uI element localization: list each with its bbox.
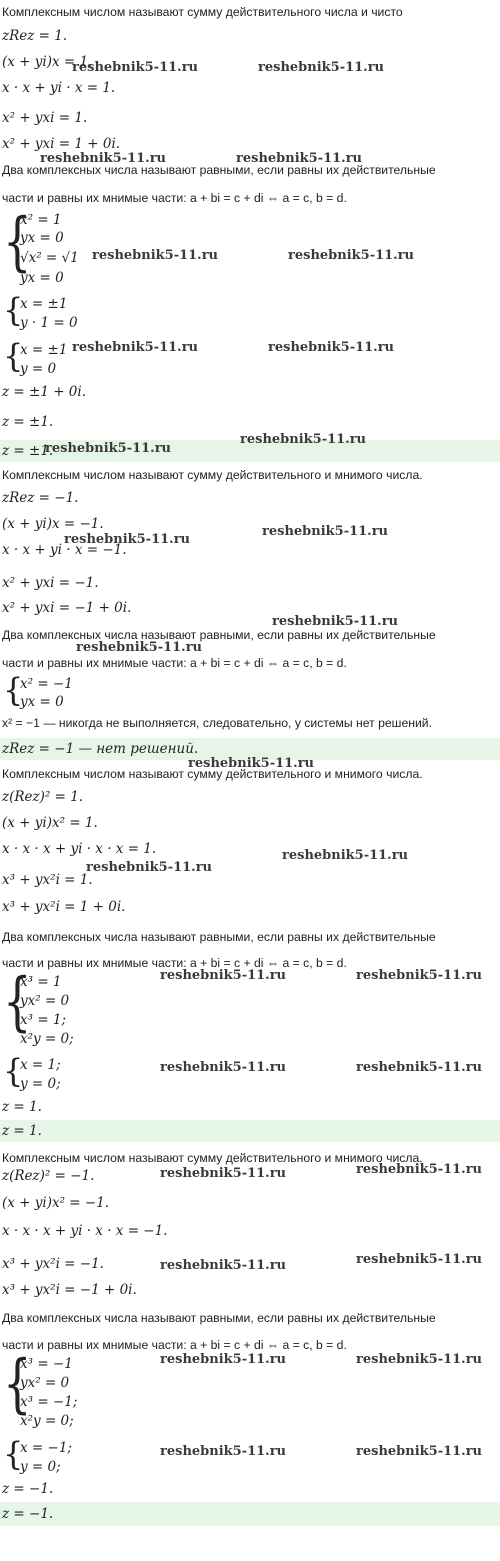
answer-line: z = 1. bbox=[2, 1123, 42, 1139]
math-line: x² + yxi = −1 + 0i. bbox=[2, 600, 132, 616]
text-line: части и равны их мнимые части: a + bi = c + di ⇔ a = c, b = d. bbox=[2, 656, 347, 670]
math-line: yx² = 0 bbox=[20, 1375, 70, 1391]
system-brace: { bbox=[3, 1347, 32, 1421]
math-line: (x + yi)x² = −1. bbox=[2, 1195, 110, 1211]
watermark: reshebnik5-11.ru bbox=[160, 1352, 287, 1367]
system-brace: { bbox=[3, 671, 24, 709]
math-line: (x + yi)x = −1. bbox=[2, 516, 104, 532]
math-line: x² = 1 bbox=[20, 212, 62, 228]
watermark: reshebnik5-11.ru bbox=[92, 248, 219, 263]
watermark: reshebnik5-11.ru bbox=[356, 1060, 483, 1075]
watermark: reshebnik5-11.ru bbox=[160, 1258, 287, 1273]
watermark: reshebnik5-11.ru bbox=[76, 640, 203, 655]
math-line: x³ + yx²i = 1. bbox=[2, 872, 93, 888]
math-line: x² + yxi = 1 + 0i. bbox=[2, 136, 121, 152]
math-line: z = ±1 + 0i. bbox=[2, 384, 86, 400]
math-line: (x + yi)x² = 1. bbox=[2, 815, 98, 831]
answer-line: z = ±1. bbox=[2, 443, 54, 459]
system-brace: { bbox=[3, 205, 32, 279]
watermark: reshebnik5-11.ru bbox=[356, 1352, 483, 1367]
watermark: reshebnik5-11.ru bbox=[72, 60, 199, 75]
watermark: reshebnik5-11.ru bbox=[356, 1162, 483, 1177]
math-line: x = ±1 bbox=[20, 342, 68, 358]
watermark: reshebnik5-11.ru bbox=[356, 1444, 483, 1459]
text-line: Комплексным числом называют сумму действительного и мнимого числа. bbox=[2, 468, 423, 482]
system-brace: { bbox=[3, 337, 24, 375]
math-line: x · x + yi · x = −1. bbox=[2, 542, 127, 558]
watermark: reshebnik5-11.ru bbox=[262, 524, 389, 539]
text-line: Два комплексных числа называют равными, если равны их действительные bbox=[2, 1311, 436, 1325]
watermark: reshebnik5-11.ru bbox=[268, 340, 395, 355]
text-line: Два комплексных числа называют равными, если равны их действительные bbox=[2, 628, 436, 642]
watermark: reshebnik5-11.ru bbox=[240, 432, 367, 447]
text-line: Комплексным числом называют сумму действительного числа и чисто bbox=[2, 5, 403, 19]
watermark: reshebnik5-11.ru bbox=[86, 860, 213, 875]
watermark: reshebnik5-11.ru bbox=[160, 968, 287, 983]
math-line: yx = 0 bbox=[20, 230, 64, 246]
watermark: reshebnik5-11.ru bbox=[288, 248, 415, 263]
math-line: z(Rez)² = −1. bbox=[2, 1168, 95, 1184]
system-brace: { bbox=[3, 965, 32, 1039]
watermark: reshebnik5-11.ru bbox=[160, 1166, 287, 1181]
watermark: reshebnik5-11.ru bbox=[236, 151, 363, 166]
watermark: reshebnik5-11.ru bbox=[160, 1444, 287, 1459]
math-line: x = ±1 bbox=[20, 296, 68, 312]
watermark: reshebnik5-11.ru bbox=[72, 340, 199, 355]
system-brace: { bbox=[3, 291, 24, 329]
watermark: reshebnik5-11.ru bbox=[272, 614, 399, 629]
watermark: reshebnik5-11.ru bbox=[188, 756, 315, 771]
math-line: x²y = 0; bbox=[20, 1031, 74, 1047]
math-line: x = −1; bbox=[20, 1440, 72, 1456]
answer-highlight-3 bbox=[0, 1120, 500, 1142]
math-line: y = 0; bbox=[20, 1076, 61, 1092]
math-line: x² = −1 bbox=[20, 676, 73, 692]
math-line: x³ + yx²i = 1 + 0i. bbox=[2, 899, 126, 915]
text-line: Два комплексных числа называют равными, если равны их действительные bbox=[2, 930, 436, 944]
math-line: x²y = 0; bbox=[20, 1413, 74, 1429]
math-line: x³ = −1; bbox=[20, 1394, 78, 1410]
text-line: Комплексным числом называют сумму действительного и мнимого числа. bbox=[2, 767, 423, 781]
text-line: части и равны их мнимые части: a + bi = c + di ⇔ a = c, b = d. bbox=[2, 191, 347, 205]
watermark: reshebnik5-11.ru bbox=[45, 441, 172, 456]
watermark: reshebnik5-11.ru bbox=[282, 848, 409, 863]
math-line: x² = −1 — никогда не выполняется, следовательно, у системы нет решений. bbox=[2, 716, 432, 730]
watermark: reshebnik5-11.ru bbox=[258, 60, 385, 75]
math-line: x³ = 1 bbox=[20, 974, 62, 990]
math-line: z = ±1. bbox=[2, 414, 54, 430]
math-line: zRez = 1. bbox=[2, 28, 68, 44]
math-line: x · x · x + yi · x · x = 1. bbox=[2, 841, 157, 857]
watermark: reshebnik5-11.ru bbox=[356, 1252, 483, 1267]
text-line: Комплексным числом называют сумму действительного и мнимого числа. bbox=[2, 1151, 423, 1165]
watermark: reshebnik5-11.ru bbox=[356, 968, 483, 983]
math-line: yx = 0 bbox=[20, 270, 64, 286]
math-line: (x + yi)x = 1. bbox=[2, 54, 93, 70]
answer-line: zRez = −1 — нет решений. bbox=[2, 741, 199, 757]
math-line: y = 0; bbox=[20, 1459, 61, 1475]
math-line: z(Rez)² = 1. bbox=[2, 789, 84, 805]
answer-line: z = −1. bbox=[2, 1506, 54, 1522]
math-line: √x² = √1 bbox=[20, 250, 79, 266]
system-brace: { bbox=[3, 1435, 24, 1473]
math-line: x³ = −1 bbox=[20, 1356, 73, 1372]
math-line: x · x + yi · x = 1. bbox=[2, 80, 116, 96]
math-line: z = 1. bbox=[2, 1099, 42, 1115]
math-line: yx = 0 bbox=[20, 694, 64, 710]
math-line: x³ + yx²i = −1 + 0i. bbox=[2, 1282, 137, 1298]
system-brace: { bbox=[3, 1052, 24, 1090]
math-line: z = −1. bbox=[2, 1481, 54, 1497]
math-line: x · x · x + yi · x · x = −1. bbox=[2, 1223, 168, 1239]
watermark: reshebnik5-11.ru bbox=[40, 151, 167, 166]
math-line: y · 1 = 0 bbox=[20, 315, 78, 331]
answer-highlight-4 bbox=[0, 1502, 500, 1526]
math-line: x² + yxi = −1. bbox=[2, 575, 99, 591]
text-line: части и равны их мнимые части: a + bi = c + di ⇔ a = c, b = d. bbox=[2, 1338, 347, 1352]
text-line: части и равны их мнимые части: a + bi = c + di ⇔ a = c, b = d. bbox=[2, 956, 347, 970]
math-line: y = 0 bbox=[20, 361, 57, 377]
text-line: Два комплексных числа называют равными, если равны их действительные bbox=[2, 163, 436, 177]
math-line: yx² = 0 bbox=[20, 993, 70, 1009]
watermark: reshebnik5-11.ru bbox=[160, 1060, 287, 1075]
math-line: x³ = 1; bbox=[20, 1012, 67, 1028]
math-line: x² + yxi = 1. bbox=[2, 110, 88, 126]
watermark: reshebnik5-11.ru bbox=[64, 532, 191, 547]
math-line: x³ + yx²i = −1. bbox=[2, 1256, 104, 1272]
math-line: zRez = −1. bbox=[2, 490, 79, 506]
math-line: x = 1; bbox=[20, 1057, 61, 1073]
